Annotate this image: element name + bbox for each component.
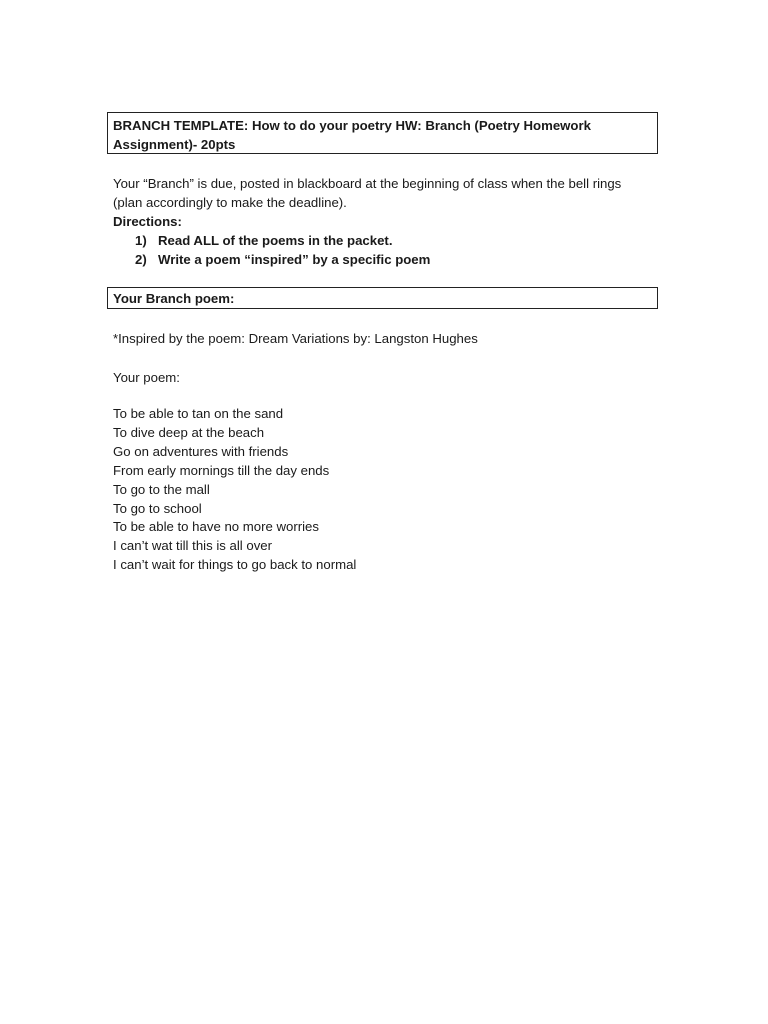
list-text: Write a poem “inspired” by a specific poem [158,252,431,267]
directions-item-2 [135,250,430,269]
title-line-1: BRANCH TEMPLATE: How to do your poetry HW: Branch (Poetry Homework [113,118,591,133]
title-line-2: Assignment)- 20pts [113,137,236,152]
poem-header-box: Your Branch poem: [107,287,658,309]
directions-label: Directions: [113,214,182,229]
inspired-by-line: *Inspired by the poem: Dream Variations by: Langston Hughes [113,331,478,346]
poem-body [113,405,356,575]
intro-line-2: (plan accordingly to make the deadline). [113,195,347,210]
list-number: 1) [135,233,147,248]
poem-line: Go on adventures with friends [113,443,289,459]
poem-line: To be able to have no more worries [113,519,319,535]
poem-line: To dive deep at the beach [113,424,265,440]
title-box [107,112,658,154]
poem-line: To go to the mall [113,481,210,497]
poem-line: I can’t wait for things to go back to normal [113,557,357,573]
poem-line: To go to school [113,500,202,516]
poem-line: To be able to tan on the sand [113,406,284,421]
your-poem-label: Your poem: [113,370,180,385]
intro-line-1: Your “Branch” is due, posted in blackboard at the beginning of class when the bell rings [113,176,622,191]
directions-item-1 [135,231,392,250]
poem-line: From early mornings till the day ends [113,462,330,478]
list-text: Read ALL of the poems in the packet. [158,233,393,248]
poem-line: I can’t wat till this is all over [113,538,273,554]
intro-paragraph [113,174,673,212]
list-number: 2) [135,252,147,267]
